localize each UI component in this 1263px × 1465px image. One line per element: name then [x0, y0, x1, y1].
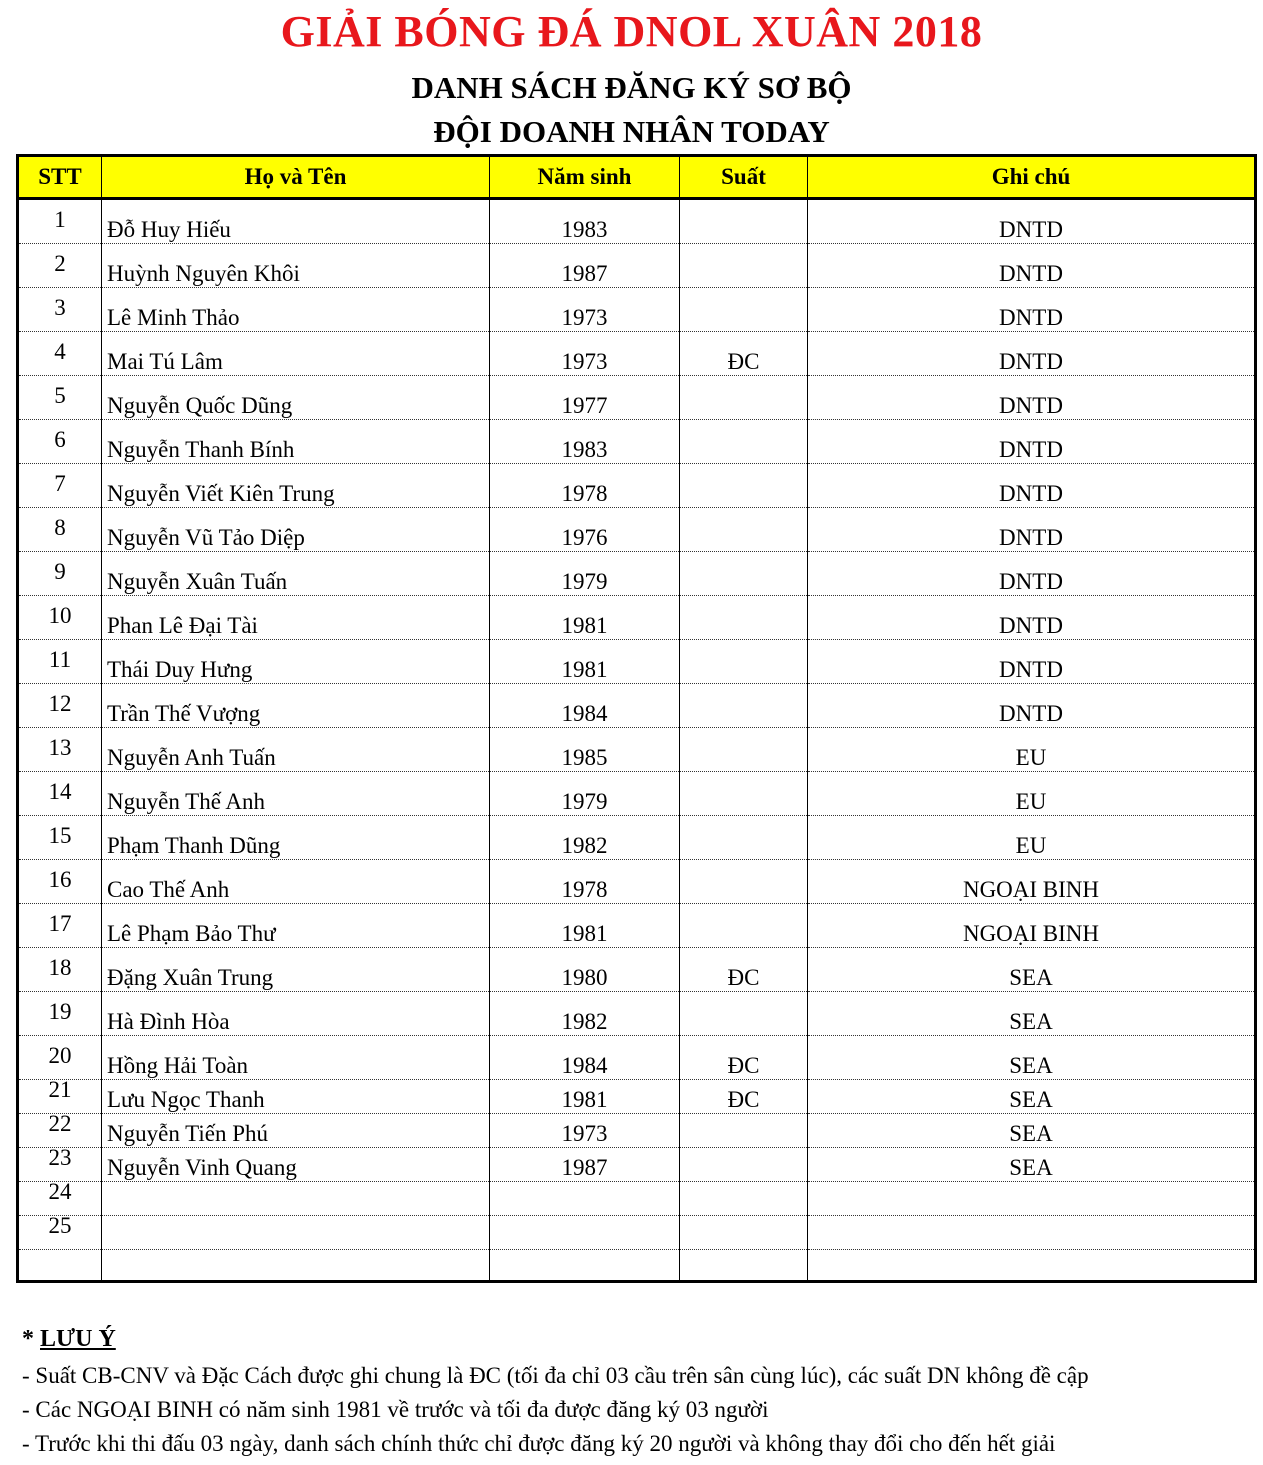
- row-stt-text: 2: [54, 251, 66, 276]
- row-note: [808, 420, 1256, 464]
- row-suat: [680, 1148, 808, 1182]
- row-birth-year-text: 1982: [561, 1009, 608, 1034]
- row-birth-year-text: 1976: [561, 525, 608, 550]
- note-line: - Suất CB-CNV và Đặc Cách được ghi chung là ĐC (tối đa chỉ 03 cầu trên sân cùng lúc), các suất DN không đề cập: [22, 1363, 1089, 1388]
- row-stt-text: 7: [54, 471, 66, 496]
- row-birth-year-text: 1981: [561, 1087, 608, 1112]
- notes-heading: [22, 1326, 1252, 1353]
- table-row: [18, 904, 1256, 948]
- row-suat: [680, 464, 808, 508]
- row-name-text: Nguyễn Xuân Tuấn: [107, 569, 288, 594]
- row-stt-text: 9: [54, 559, 66, 584]
- notes-section: [22, 1326, 1252, 1461]
- table-row: [18, 640, 1256, 684]
- row-stt: [18, 860, 102, 904]
- row-stt: [18, 596, 102, 640]
- table-row: [18, 860, 1256, 904]
- row-birth-year: [490, 728, 680, 772]
- row-name-text: Hà Đình Hòa: [107, 1009, 230, 1034]
- row-name: [102, 992, 490, 1036]
- page-title: GIẢI BÓNG ĐÁ DNOL XUÂN 2018: [280, 7, 983, 56]
- row-suat: [680, 1036, 808, 1080]
- row-name: [102, 596, 490, 640]
- row-note-text: DNTD: [999, 393, 1063, 418]
- row-name: [102, 640, 490, 684]
- notes-heading-prefix: *: [22, 1326, 40, 1352]
- note-line: - Trước khi thi đấu 03 ngày, danh sách chính thức chỉ được đăng ký 20 người và không thay đổi cho đến hết giải: [22, 1431, 1056, 1456]
- row-suat: [680, 684, 808, 728]
- row-name-text: Nguyễn Quốc Dũng: [107, 393, 293, 418]
- row-stt-text: 15: [48, 823, 72, 848]
- row-note: [808, 1250, 1256, 1282]
- table-row: [18, 376, 1256, 420]
- row-birth-year: [490, 1080, 680, 1114]
- row-birth-year-text: 1980: [561, 965, 608, 990]
- row-birth-year: [490, 816, 680, 860]
- row-stt: [18, 1111, 102, 1148]
- row-name: [102, 1148, 490, 1182]
- row-note-text: SEA: [1009, 965, 1053, 990]
- row-note-text: DNTD: [999, 525, 1063, 550]
- row-note: [808, 992, 1256, 1036]
- row-note-text: EU: [1015, 745, 1047, 770]
- table-header-row: [18, 156, 1256, 199]
- row-name: [102, 772, 490, 816]
- row-note: [808, 1148, 1256, 1182]
- row-birth-year-text: 1981: [561, 921, 608, 946]
- table-row: [18, 816, 1256, 860]
- row-birth-year-text: 1982: [561, 833, 608, 858]
- row-note: [808, 728, 1256, 772]
- row-birth-year-text: 1978: [561, 481, 608, 506]
- row-name-text: Phạm Thanh Dũng: [107, 833, 281, 858]
- row-note: [808, 288, 1256, 332]
- row-birth-year: [490, 1148, 680, 1182]
- row-name: [102, 1250, 490, 1282]
- table-row: [18, 420, 1256, 464]
- row-suat: [680, 288, 808, 332]
- row-suat: [680, 816, 808, 860]
- row-stt: [18, 816, 102, 860]
- table-row: [18, 464, 1256, 508]
- row-note-text: SEA: [1009, 1155, 1053, 1180]
- table-row: [18, 1250, 1256, 1282]
- row-stt: [18, 640, 102, 684]
- row-stt-text: 20: [48, 1043, 72, 1068]
- row-birth-year: [490, 288, 680, 332]
- row-birth-year: [490, 860, 680, 904]
- row-note-text: DNTD: [999, 569, 1063, 594]
- row-birth-year: [490, 640, 680, 684]
- row-birth-year: [490, 1036, 680, 1080]
- row-suat: [680, 1182, 808, 1216]
- row-birth-year: [490, 199, 680, 244]
- row-note-text: DNTD: [999, 613, 1063, 638]
- row-name: [102, 376, 490, 420]
- row-stt: [18, 508, 102, 552]
- row-note: [808, 1080, 1256, 1114]
- table-row: [18, 992, 1256, 1036]
- row-name-text: Nguyễn Thanh Bính: [107, 437, 295, 462]
- row-name: [102, 1114, 490, 1148]
- row-name: [102, 420, 490, 464]
- row-name: [102, 728, 490, 772]
- notes-heading-label: LƯU Ý: [40, 1326, 116, 1352]
- row-name: [102, 508, 490, 552]
- row-note: [808, 640, 1256, 684]
- row-note: [808, 904, 1256, 948]
- row-stt-text: 17: [48, 911, 72, 936]
- column-header-note: Ghi chú: [808, 156, 1256, 199]
- row-stt: [18, 332, 102, 376]
- row-birth-year: [490, 1216, 680, 1250]
- row-note: [808, 948, 1256, 992]
- row-stt: [18, 1036, 102, 1080]
- row-name-text: Cao Thế Anh: [107, 877, 230, 902]
- row-name-text: Đỗ Huy Hiếu: [107, 217, 231, 242]
- row-stt-text: 13: [48, 735, 72, 760]
- row-note-text: DNTD: [999, 261, 1063, 286]
- row-suat-text: ĐC: [727, 1053, 760, 1078]
- row-birth-year-text: 1981: [561, 613, 608, 638]
- row-note: [808, 244, 1256, 288]
- row-suat: [680, 1080, 808, 1114]
- row-stt: [18, 684, 102, 728]
- table-row: [18, 1182, 1256, 1216]
- row-suat: [680, 860, 808, 904]
- row-stt: [18, 199, 102, 244]
- table-row: [18, 772, 1256, 816]
- row-stt: [18, 904, 102, 948]
- row-name-text: Thái Duy Hưng: [107, 657, 253, 682]
- row-suat: [680, 552, 808, 596]
- note-line: - Các NGOẠI BINH có năm sinh 1981 về trước và tối đa được đăng ký 03 người: [22, 1397, 769, 1422]
- row-name: [102, 1036, 490, 1080]
- row-stt: [18, 244, 102, 288]
- row-suat: [680, 420, 808, 464]
- row-birth-year-text: 1981: [561, 657, 608, 682]
- row-birth-year: [490, 596, 680, 640]
- row-stt-text: 16: [48, 867, 72, 892]
- row-birth-year: [490, 420, 680, 464]
- row-birth-year: [490, 464, 680, 508]
- row-name: [102, 860, 490, 904]
- row-stt-text: 5: [54, 383, 66, 408]
- table-row: [18, 1148, 1256, 1182]
- row-birth-year: [490, 508, 680, 552]
- row-name-text: Mai Tú Lâm: [107, 349, 223, 374]
- row-note: [808, 199, 1256, 244]
- row-note-text: SEA: [1009, 1053, 1053, 1078]
- row-note-text: DNTD: [999, 437, 1063, 462]
- row-suat: [680, 948, 808, 992]
- row-note-text: NGOẠI BINH: [962, 877, 1100, 902]
- row-note: [808, 376, 1256, 420]
- row-note-text: DNTD: [999, 657, 1063, 682]
- table-row: [18, 1036, 1256, 1080]
- row-note-text: SEA: [1009, 1087, 1053, 1112]
- row-suat: [680, 1250, 808, 1282]
- row-stt-text: 4: [54, 339, 66, 364]
- row-stt-text: 1: [54, 207, 66, 232]
- row-stt: [18, 992, 102, 1036]
- row-name-text: Lưu Ngọc Thanh: [107, 1087, 265, 1112]
- row-name-text: Lê Minh Thảo: [107, 305, 240, 330]
- row-name-text: Nguyễn Thế Anh: [107, 789, 266, 814]
- row-birth-year: [490, 376, 680, 420]
- row-note-text: DNTD: [999, 349, 1063, 374]
- row-stt-text: 10: [48, 603, 72, 628]
- row-note: [808, 552, 1256, 596]
- row-name: [102, 332, 490, 376]
- row-suat: [680, 640, 808, 684]
- row-birth-year: [490, 684, 680, 728]
- row-stt-text: 12: [48, 691, 72, 716]
- row-birth-year: [490, 772, 680, 816]
- row-suat-text: ĐC: [727, 965, 760, 990]
- row-birth-year: [490, 1182, 680, 1216]
- row-note: [808, 1114, 1256, 1148]
- row-birth-year: [490, 1114, 680, 1148]
- row-stt: [18, 464, 102, 508]
- row-stt: [18, 1145, 102, 1182]
- row-stt-text: 24: [48, 1179, 72, 1204]
- row-stt: [18, 420, 102, 464]
- row-stt-text: 19: [48, 999, 72, 1024]
- table-row: [18, 684, 1256, 728]
- row-birth-year-text: 1984: [561, 1053, 608, 1078]
- row-suat: [680, 992, 808, 1036]
- column-header-suat: Suất: [680, 156, 808, 199]
- row-suat: [680, 1216, 808, 1250]
- row-note: [808, 1036, 1256, 1080]
- row-stt: [18, 728, 102, 772]
- table-row: [18, 596, 1256, 640]
- registration-table: [16, 154, 1257, 1283]
- row-note: [808, 332, 1256, 376]
- row-stt: [18, 288, 102, 332]
- row-name-text: Nguyễn Vinh Quang: [107, 1155, 297, 1180]
- table-row: [18, 199, 1256, 244]
- row-birth-year-text: 1983: [561, 437, 608, 462]
- row-suat-text: ĐC: [727, 1087, 760, 1112]
- row-stt: [18, 948, 102, 992]
- row-note: [808, 860, 1256, 904]
- row-birth-year: [490, 332, 680, 376]
- row-stt-text: 8: [54, 515, 66, 540]
- row-birth-year-text: 1978: [561, 877, 608, 902]
- row-note-text: DNTD: [999, 701, 1063, 726]
- row-stt-text: 14: [48, 779, 72, 804]
- row-name: [102, 244, 490, 288]
- row-name: [102, 464, 490, 508]
- row-note-text: EU: [1015, 833, 1047, 858]
- row-birth-year-text: 1985: [561, 745, 608, 770]
- row-name: [102, 948, 490, 992]
- row-name-text: Nguyễn Vũ Tảo Diệp: [107, 525, 305, 550]
- table-row: [18, 552, 1256, 596]
- row-birth-year: [490, 948, 680, 992]
- row-note: [808, 464, 1256, 508]
- row-stt: [18, 772, 102, 816]
- row-note-text: EU: [1015, 789, 1047, 814]
- row-name: [102, 199, 490, 244]
- table-row: [18, 244, 1256, 288]
- row-birth-year: [490, 244, 680, 288]
- row-suat: [680, 772, 808, 816]
- table-row: [18, 332, 1256, 376]
- row-note-text: DNTD: [999, 217, 1063, 242]
- row-name: [102, 288, 490, 332]
- row-stt-text: 18: [48, 955, 72, 980]
- row-name-text: Đặng Xuân Trung: [107, 965, 274, 990]
- row-birth-year: [490, 1250, 680, 1282]
- row-suat: [680, 1114, 808, 1148]
- row-suat: [680, 596, 808, 640]
- row-name-text: Huỳnh Nguyên Khôi: [107, 261, 300, 286]
- row-birth-year: [490, 552, 680, 596]
- column-header-stt: STT: [18, 156, 102, 199]
- row-suat: [680, 376, 808, 420]
- table-row: [18, 1080, 1256, 1114]
- row-stt: [18, 376, 102, 420]
- row-note-text: NGOẠI BINH: [962, 921, 1100, 946]
- list-subtitle: DANH SÁCH ĐĂNG KÝ SƠ BỘ: [411, 70, 852, 105]
- row-note-text: DNTD: [999, 481, 1063, 506]
- row-note-text: SEA: [1009, 1121, 1053, 1146]
- row-stt-text: 21: [48, 1077, 72, 1102]
- table-body: [18, 199, 1256, 1282]
- row-birth-year-text: 1973: [561, 1121, 608, 1146]
- row-name-text: Hồng Hải Toàn: [107, 1053, 249, 1078]
- row-birth-year-text: 1983: [561, 217, 608, 242]
- row-stt: [18, 1077, 102, 1114]
- row-note-text: DNTD: [999, 305, 1063, 330]
- row-name-text: Lê Phạm Bảo Thư: [107, 921, 276, 946]
- row-note: [808, 1182, 1256, 1216]
- column-header-name: Họ và Tên: [102, 156, 490, 199]
- team-subtitle: ĐỘI DOANH NHÂN TODAY: [433, 114, 830, 149]
- row-birth-year-text: 1973: [561, 349, 608, 374]
- row-stt-text: 25: [48, 1213, 72, 1238]
- row-note: [808, 816, 1256, 860]
- row-birth-year-text: 1984: [561, 701, 608, 726]
- row-stt: [18, 552, 102, 596]
- row-note: [808, 508, 1256, 552]
- row-suat: [680, 728, 808, 772]
- row-stt: [18, 1179, 102, 1216]
- row-note: [808, 596, 1256, 640]
- row-stt-text: 3: [54, 295, 66, 320]
- row-name: [102, 552, 490, 596]
- row-birth-year-text: 1987: [561, 261, 608, 286]
- row-name-text: Nguyễn Viết Kiên Trung: [107, 481, 335, 506]
- row-name-text: Phan Lê Đại Tài: [107, 613, 258, 638]
- row-stt-text: 22: [48, 1111, 72, 1136]
- row-name: [102, 1182, 490, 1216]
- table-row: [18, 288, 1256, 332]
- row-birth-year-text: 1979: [561, 569, 608, 594]
- row-suat: [680, 508, 808, 552]
- row-stt-text: 11: [48, 647, 72, 672]
- row-birth-year-text: 1979: [561, 789, 608, 814]
- row-suat: [680, 904, 808, 948]
- row-suat: [680, 244, 808, 288]
- row-name-text: Trần Thế Vượng: [107, 701, 261, 726]
- row-birth-year-text: 1977: [561, 393, 608, 418]
- row-note: [808, 1216, 1256, 1250]
- table-row: [18, 948, 1256, 992]
- row-name-text: Nguyễn Tiến Phú: [107, 1121, 269, 1146]
- row-birth-year-text: 1973: [561, 305, 608, 330]
- row-name: [102, 684, 490, 728]
- row-note-text: SEA: [1009, 1009, 1053, 1034]
- row-suat: [680, 332, 808, 376]
- row-stt: [18, 1250, 102, 1282]
- row-stt-text: 23: [48, 1145, 72, 1170]
- row-birth-year: [490, 992, 680, 1036]
- column-header-year: Năm sinh: [490, 156, 680, 199]
- row-name: [102, 1080, 490, 1114]
- table-row: [18, 1114, 1256, 1148]
- row-name-text: Nguyễn Anh Tuấn: [107, 745, 276, 770]
- table-row: [18, 508, 1256, 552]
- row-stt: [18, 1213, 102, 1250]
- row-note: [808, 684, 1256, 728]
- row-name: [102, 1216, 490, 1250]
- row-stt-text: 6: [54, 427, 66, 452]
- table-row: [18, 728, 1256, 772]
- row-birth-year-text: 1987: [561, 1155, 608, 1180]
- row-name: [102, 816, 490, 860]
- row-name: [102, 904, 490, 948]
- row-suat: [680, 199, 808, 244]
- row-suat-text: ĐC: [727, 349, 760, 374]
- row-note: [808, 772, 1256, 816]
- table-row: [18, 1216, 1256, 1250]
- row-birth-year: [490, 904, 680, 948]
